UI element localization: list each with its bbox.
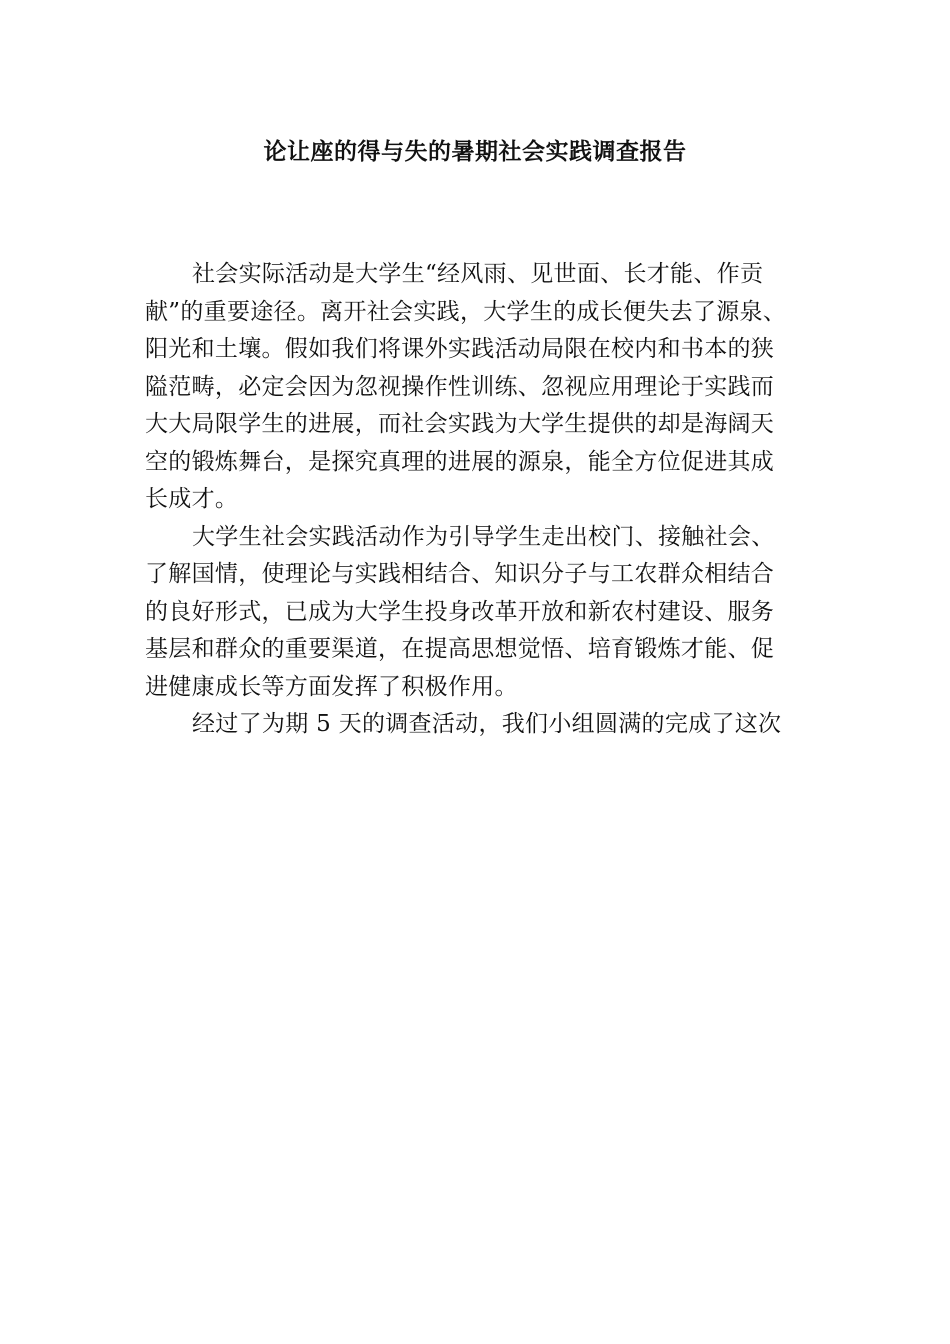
paragraph-line: 进健康成长等方面发挥了积极作用。 [145, 673, 518, 700]
paragraph-1 [145, 256, 810, 519]
paragraph-line: 隘范畴，必定会因为忽视操作性训练、忽视应用理论于实践而 [145, 373, 775, 400]
paragraph-line: 经过了为期 5 天的调查活动，我们小组圆满的完成了这次 [192, 711, 782, 737]
paragraph-3 [145, 706, 810, 744]
paragraph-line: 基层和群众的重要渠道，在提高思想觉悟、培育锻炼才能、促 [145, 636, 775, 662]
paragraph-line: 阳光和土壤。假如我们将课外实践活动局限在校内和书本的狭 [145, 336, 775, 362]
document-body [145, 256, 810, 744]
paragraph-line: 的良好形式，已成为大学生投身改革开放和新农村建设、服务 [145, 598, 775, 625]
paragraph-line: 大大局限学生的进展，而社会实践为大学生提供的却是海阔天 [145, 411, 775, 437]
paragraph-2 [145, 519, 810, 707]
paragraph-line: 长成才。 [145, 486, 239, 512]
paragraph-line: 了解国情，使理论与实践相结合、知识分子与工农群众相结合 [145, 561, 775, 587]
paragraph-line: 大学生社会实践活动作为引导学生走出校门、接触社会、 [192, 523, 775, 550]
paragraph-line: 献”的重要途径。离开社会实践，大学生的成长便失去了源泉、 [145, 298, 787, 325]
paragraph-line: 社会实际活动是大学生“经风雨、见世面、长才能、作贡 [192, 261, 764, 287]
document-title: 论让座的得与失的暑期社会实践调查报告 [263, 138, 687, 165]
paragraph-line: 空的锻炼舞台，是探究真理的进展的源泉，能全方位促进其成 [145, 448, 775, 475]
